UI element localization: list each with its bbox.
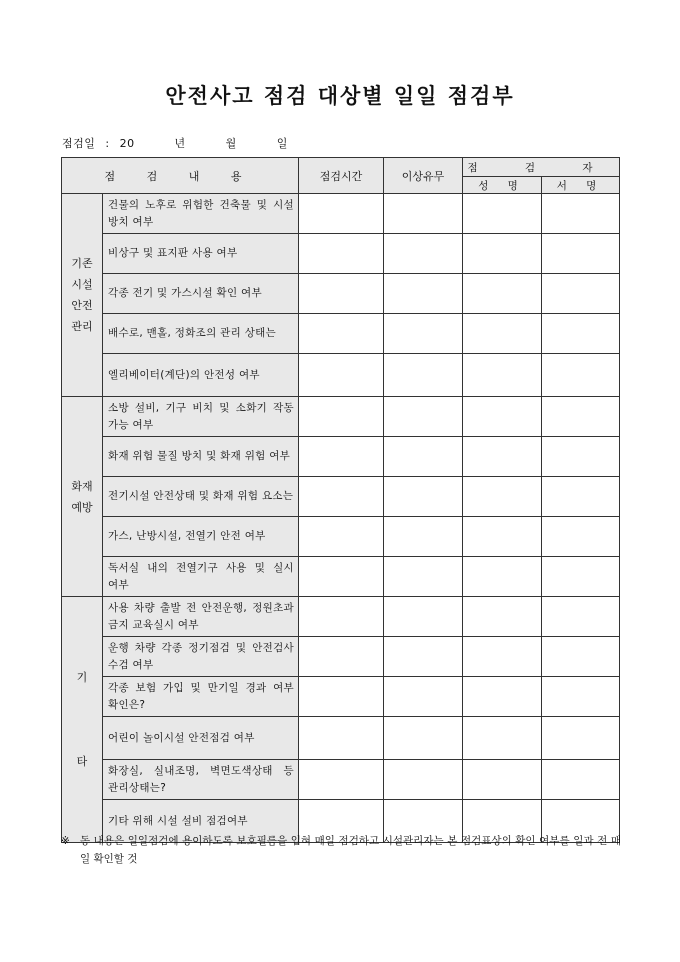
name-cell[interactable] — [463, 314, 542, 354]
check-item: 기타 위해 시설 설비 점검여부 — [103, 800, 299, 843]
signature-cell[interactable] — [542, 194, 620, 234]
abnormal-cell[interactable] — [384, 717, 463, 760]
abnormal-cell[interactable] — [384, 637, 463, 677]
abnormal-cell[interactable] — [384, 234, 463, 274]
time-cell[interactable] — [299, 437, 384, 477]
abnormal-cell[interactable] — [384, 274, 463, 314]
signature-cell[interactable] — [542, 437, 620, 477]
abnormal-cell[interactable] — [384, 597, 463, 637]
check-item: 화장실, 실내조명, 벽면도색상태 등 관리상태는? — [103, 760, 299, 800]
check-item: 운행 차량 각종 정기점검 및 안전검사 수검 여부 — [103, 637, 299, 677]
signature-cell[interactable] — [542, 760, 620, 800]
category-label: 화재 예방 — [71, 479, 93, 514]
check-item: 소방 설비, 기구 비치 및 소화기 작동 가능 여부 — [103, 397, 299, 437]
check-item: 가스, 난방시설, 전열기 안전 여부 — [103, 517, 299, 557]
signature-cell[interactable] — [542, 557, 620, 597]
check-item: 독서실 내의 전열기구 사용 및 실시 여부 — [103, 557, 299, 597]
note-mark: ※ — [61, 835, 70, 847]
abnormal-cell[interactable] — [384, 397, 463, 437]
header-time: 점검시간 — [299, 158, 384, 194]
check-item: 어린이 놀이시설 안전점검 여부 — [103, 717, 299, 760]
name-cell[interactable] — [463, 274, 542, 314]
time-cell[interactable] — [299, 760, 384, 800]
signature-cell[interactable] — [542, 597, 620, 637]
time-cell[interactable] — [299, 354, 384, 397]
name-cell[interactable] — [463, 637, 542, 677]
name-cell[interactable] — [463, 234, 542, 274]
name-cell[interactable] — [463, 717, 542, 760]
check-item: 비상구 및 표지판 사용 여부 — [103, 234, 299, 274]
check-item: 화재 위험 물질 방치 및 화재 위험 여부 — [103, 437, 299, 477]
signature-cell[interactable] — [542, 677, 620, 717]
time-cell[interactable] — [299, 314, 384, 354]
category-label: 기존 시설 안전 관리 — [71, 257, 93, 333]
category-fire-prevention — [62, 397, 103, 597]
time-cell[interactable] — [299, 597, 384, 637]
name-cell[interactable] — [463, 437, 542, 477]
signature-cell[interactable] — [542, 717, 620, 760]
time-cell[interactable] — [299, 517, 384, 557]
name-cell[interactable] — [463, 677, 542, 717]
time-cell[interactable] — [299, 274, 384, 314]
abnormal-cell[interactable] — [384, 194, 463, 234]
inspection-table — [61, 157, 620, 843]
name-cell[interactable] — [463, 760, 542, 800]
name-cell[interactable] — [463, 194, 542, 234]
time-cell[interactable] — [299, 477, 384, 517]
abnormal-cell[interactable] — [384, 354, 463, 397]
time-cell[interactable] — [299, 557, 384, 597]
footnote — [61, 832, 621, 868]
abnormal-cell[interactable] — [384, 477, 463, 517]
name-cell[interactable] — [463, 517, 542, 557]
check-item: 배수로, 맨홀, 정화조의 관리 상태는 — [103, 314, 299, 354]
check-item: 건물의 노후로 위험한 건축물 및 시설 방치 여부 — [103, 194, 299, 234]
signature-cell[interactable] — [542, 397, 620, 437]
time-cell[interactable] — [299, 234, 384, 274]
name-cell[interactable] — [463, 597, 542, 637]
header-inspector: 점 검 자 — [463, 158, 620, 177]
check-item: 전기시설 안전상태 및 화재 위험 요소는 — [103, 477, 299, 517]
check-item: 사용 차량 출발 전 안전운행, 정원초과 금지 교육실시 여부 — [103, 597, 299, 637]
name-cell[interactable] — [463, 557, 542, 597]
signature-cell[interactable] — [542, 477, 620, 517]
check-item: 각종 전기 및 가스시설 확인 여부 — [103, 274, 299, 314]
signature-cell[interactable] — [542, 274, 620, 314]
time-cell[interactable] — [299, 194, 384, 234]
signature-cell[interactable] — [542, 234, 620, 274]
signature-cell[interactable] — [542, 354, 620, 397]
name-cell[interactable] — [463, 477, 542, 517]
note-text: 동 내용은 일일점검에 용이하도록 보호필름을 입혀 매일 점검하고 시설관리자는 본 점검표상의 확인 여부를 일과 전 매일 확인할 것 — [80, 835, 621, 865]
category-other — [62, 597, 103, 843]
abnormal-cell[interactable] — [384, 517, 463, 557]
abnormal-cell[interactable] — [384, 437, 463, 477]
header-name: 성 명 — [463, 177, 542, 194]
header-content: 점 검 내 용 — [62, 158, 299, 194]
time-cell[interactable] — [299, 717, 384, 760]
header-signature: 서 명 — [542, 177, 620, 194]
time-cell[interactable] — [299, 637, 384, 677]
signature-cell[interactable] — [542, 637, 620, 677]
header-abnormal: 이상유무 — [384, 158, 463, 194]
check-item: 각종 보험 가입 및 만기일 경과 여부 확인은? — [103, 677, 299, 717]
signature-cell[interactable] — [542, 314, 620, 354]
abnormal-cell[interactable] — [384, 760, 463, 800]
time-cell[interactable] — [299, 397, 384, 437]
category-existing-facility — [62, 194, 103, 397]
category-label: 기 타 — [76, 671, 88, 768]
time-cell[interactable] — [299, 677, 384, 717]
check-item: 엘리베이터(계단)의 안전성 여부 — [103, 354, 299, 397]
abnormal-cell[interactable] — [384, 314, 463, 354]
abnormal-cell[interactable] — [384, 557, 463, 597]
page-title: 안전사고 점검 대상별 일일 점검부 — [165, 83, 515, 108]
name-cell[interactable] — [463, 354, 542, 397]
inspection-date-line: 점검일 : 20 년 월 일 — [62, 137, 288, 150]
name-cell[interactable] — [463, 397, 542, 437]
abnormal-cell[interactable] — [384, 677, 463, 717]
signature-cell[interactable] — [542, 517, 620, 557]
